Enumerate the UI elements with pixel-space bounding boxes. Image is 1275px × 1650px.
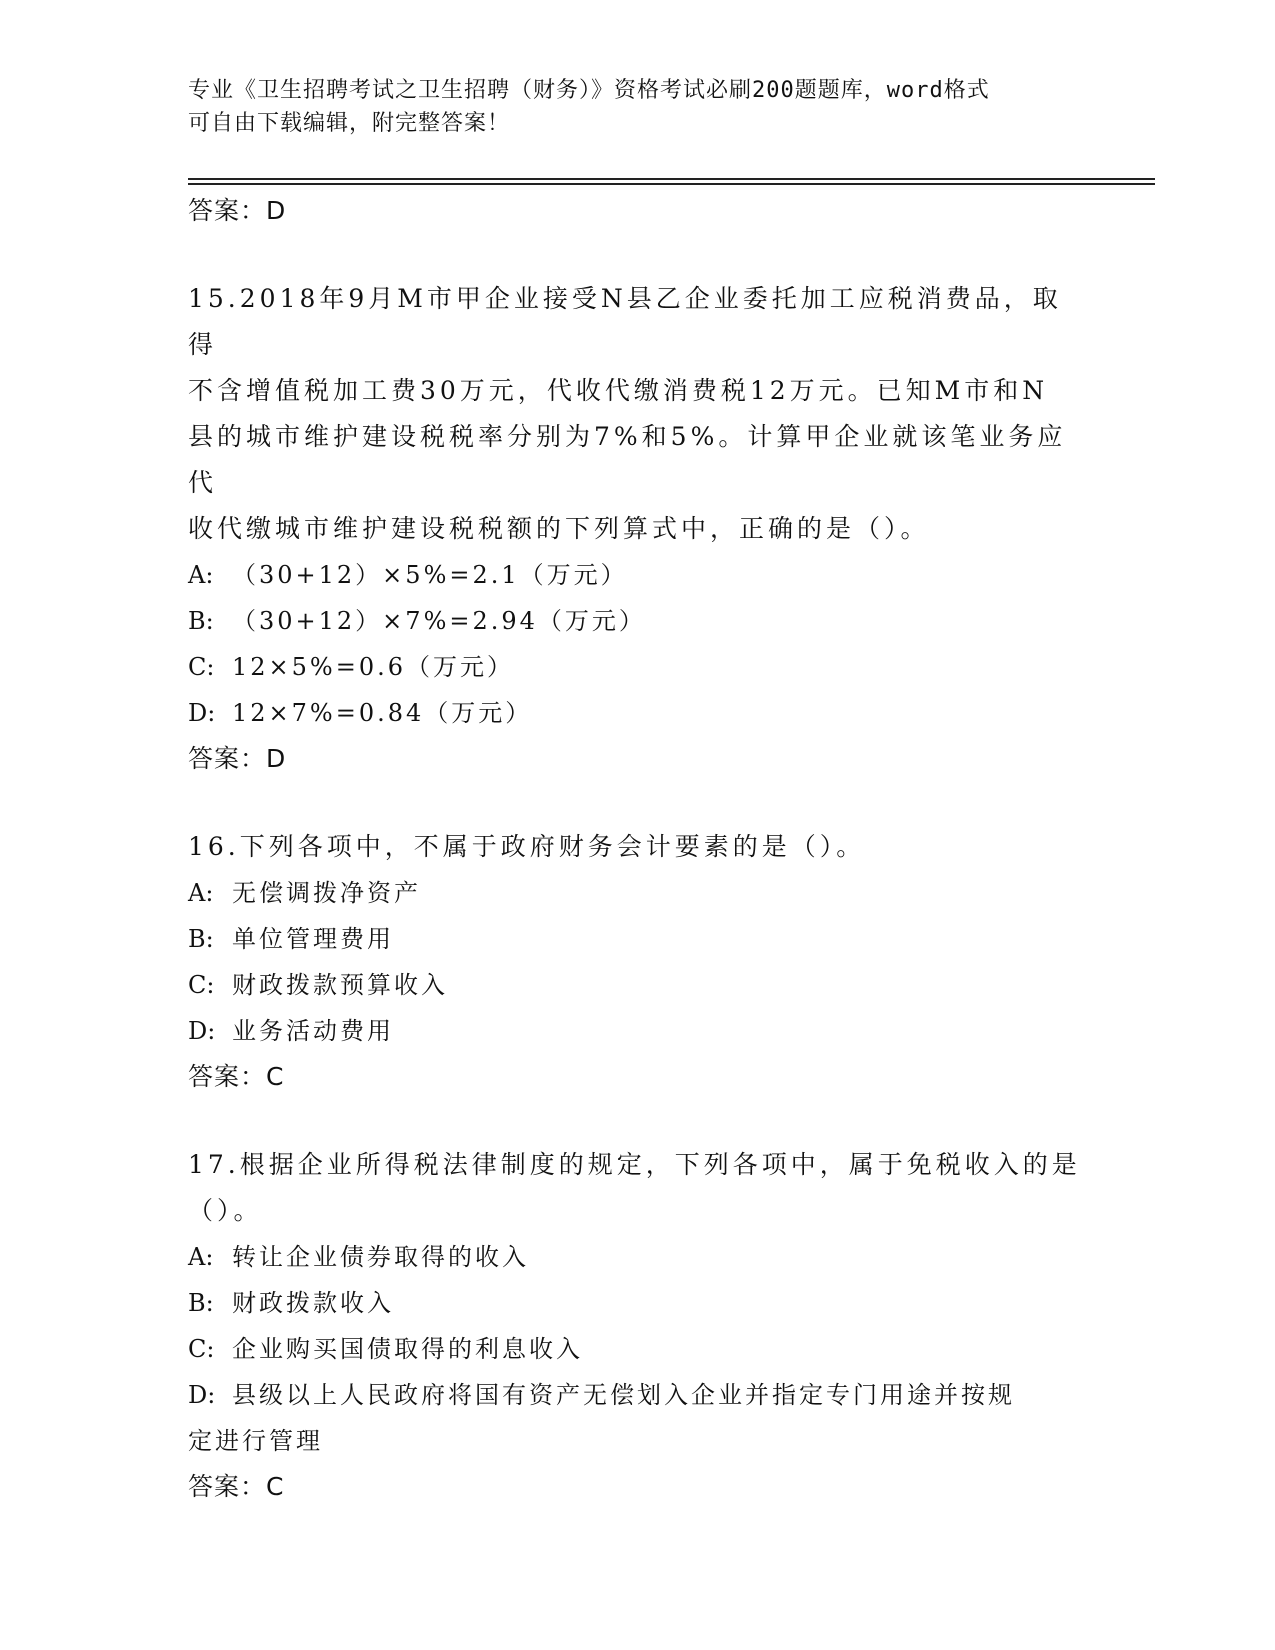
option-letter: A:: [188, 561, 214, 589]
header-line-1: 专业《卫生招聘考试之卫生招聘（财务）》资格考试必刷200题题库，word格式: [188, 78, 990, 103]
question-stem: [188, 276, 1088, 552]
option-d: [188, 1372, 1088, 1464]
option-d: [188, 690, 1088, 736]
option-text: （30+12）×5%=2.1（万元）: [232, 561, 628, 589]
option-letter: D:: [188, 1381, 216, 1409]
stem-line: 县的城市维护建设税税率分别为7%和5%。计算甲企业就该笔业务应代: [188, 422, 1067, 497]
question-stem: [188, 1142, 1088, 1234]
option-b: [188, 598, 1088, 644]
previous-answer: 答案：D: [188, 196, 287, 225]
header-rule-top: [188, 178, 1155, 180]
answer-line: 答案：C: [188, 1472, 285, 1501]
option-text: （30+12）×7%=2.94（万元）: [232, 607, 646, 635]
option-text: 财政拨款预算收入: [232, 971, 448, 999]
option-text: 无偿调拨净资产: [232, 879, 421, 907]
option-letter: B:: [188, 607, 214, 635]
option-letter: C:: [188, 971, 215, 999]
option-a: [188, 552, 1088, 598]
stem-line: 16.下列各项中，不属于政府财务会计要素的是（）。: [188, 832, 866, 861]
option-letter: C:: [188, 1335, 215, 1363]
option-letter: B:: [188, 925, 214, 953]
option-text: 县级以上人民政府将国有资产无偿划入企业并指定专门用途并按规: [232, 1381, 1015, 1409]
option-c: [188, 644, 1088, 690]
stem-line: 17.根据企业所得税法律制度的规定，下列各项中，属于免税收入的是: [188, 1150, 1081, 1179]
option-letter: D:: [188, 1017, 216, 1045]
option-text: 企业购买国债取得的利息收入: [232, 1335, 583, 1363]
document-content: [188, 188, 1088, 1510]
header-line-2: 可自由下载编辑，附完整答案！: [188, 111, 511, 136]
option-letter: A:: [188, 1243, 214, 1271]
stem-line: 15.2018年9月M市甲企业接受N县乙企业委托加工应税消费品，取得: [188, 284, 1062, 359]
option-b: [188, 1280, 1088, 1326]
answer-line: 答案：C: [188, 1062, 285, 1091]
option-text: 业务活动费用: [232, 1017, 394, 1045]
option-letter: D:: [188, 699, 216, 727]
option-c: [188, 962, 1088, 1008]
stem-line: 不含增值税加工费30万元，代收代缴消费税12万元。已知M市和N: [188, 376, 1049, 405]
question-17: [188, 1142, 1088, 1510]
option-text-continued: 定进行管理: [188, 1427, 323, 1455]
option-b: [188, 916, 1088, 962]
stem-line: （）。: [188, 1196, 263, 1225]
option-text: 财政拨款收入: [232, 1289, 394, 1317]
option-a: [188, 870, 1088, 916]
header-rule-bottom: [188, 183, 1155, 185]
option-letter: B:: [188, 1289, 214, 1317]
option-letter: A:: [188, 879, 214, 907]
document-header: [188, 74, 1068, 140]
option-text: 12×7%=0.84（万元）: [232, 699, 533, 727]
option-text: 12×5%=0.6（万元）: [232, 653, 514, 681]
answer-line: 答案：D: [188, 744, 287, 773]
stem-line: 收代缴城市维护建设税税额的下列算式中，正确的是（）。: [188, 514, 930, 543]
option-c: [188, 1326, 1088, 1372]
question-16: [188, 824, 1088, 1100]
option-text: 单位管理费用: [232, 925, 394, 953]
question-15: [188, 276, 1088, 782]
option-letter: C:: [188, 653, 215, 681]
question-stem: [188, 824, 1088, 870]
option-text: 转让企业债券取得的收入: [232, 1243, 529, 1271]
option-a: [188, 1234, 1088, 1280]
option-d: [188, 1008, 1088, 1054]
